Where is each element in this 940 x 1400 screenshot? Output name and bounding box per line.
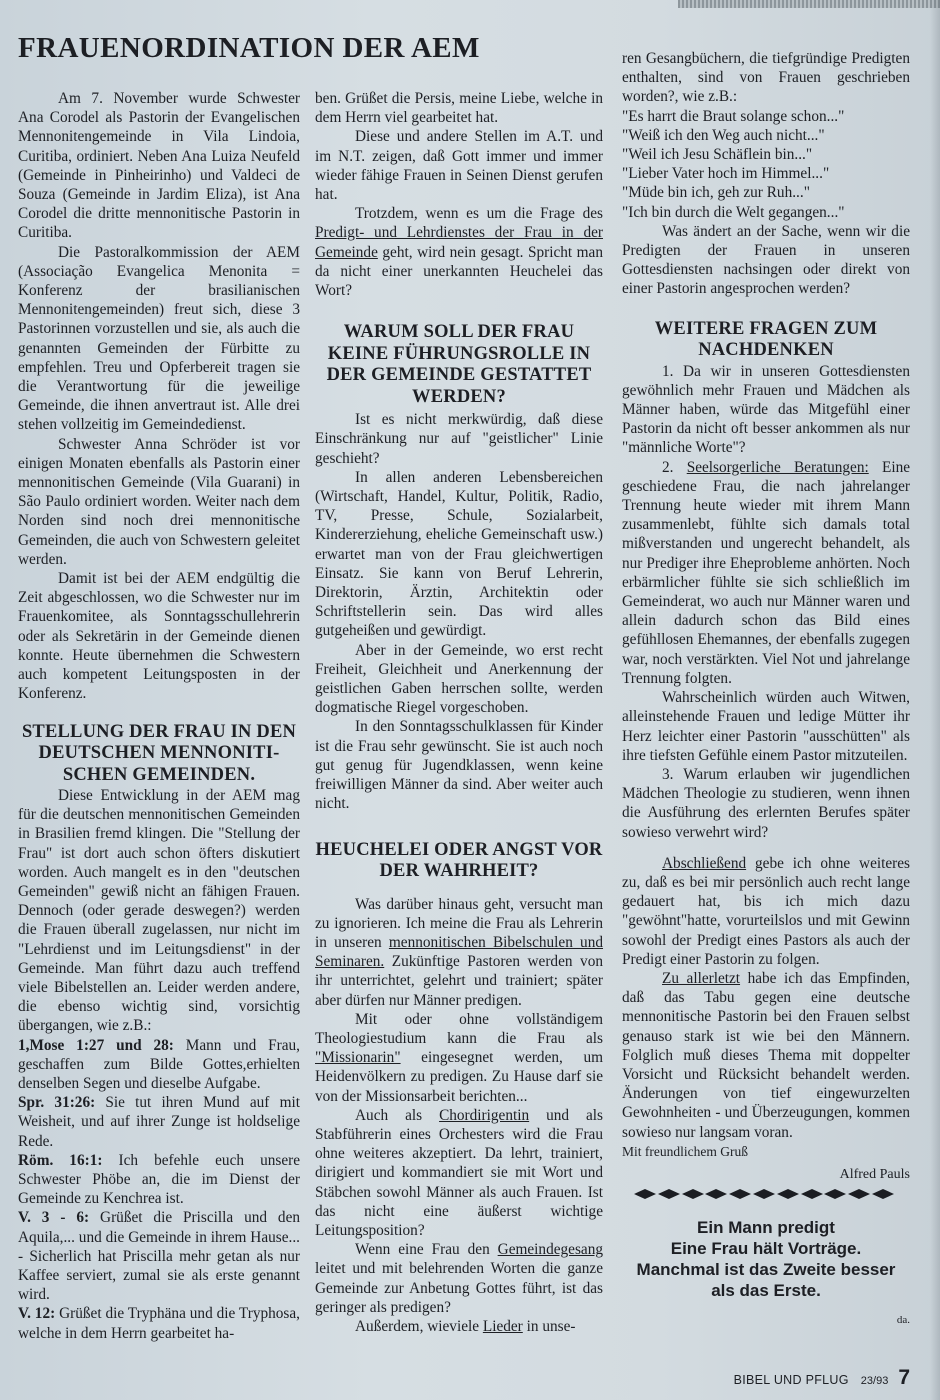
column-1 [18,89,300,1343]
section-heading: WEITERE FRAGEN ZUM NACHDENKEN [654,318,878,361]
paragraph: Diese Entwicklung in der AEM mag für die deutschen mennonitischen Gemeinden in Brasilien fremd klingen. Die "Stellung der Frau" ist dort auch schon öfters diskutiert worden. Auch mangelt es in den "deutschen Gemeinden" gewiß nicht an fähigen Frauen. Dennoch (oder gerade deswegen?) werden die Frauen überall zugelassen, nur nicht im "Lehrdienst und im Leitungsdienst" in der Gemeinde. Man führt dazu auch treffend viele Bibelstellen an. Leider werden andere, die ebenso wichtig sind, vorsichtig übergangen, wie z.B.: [18,787,300,1035]
hymn-quote: "Weil ich Jesu Schäflein bin..." [622,146,813,164]
author-signature: Alfred Pauls [839,1166,910,1182]
closing-poem [622,1217,910,1301]
paragraph: Aber in der Gemeinde, wo erst recht Freiheit, Gleichheit und Anerkennung der geistlichen Gaben herrschen sollte, werden dogmatische Riegel vorgeschoben. [315,641,603,717]
corner-bar [678,0,940,8]
paragraph: Die Pastoralkommission der AEM (Associação Evangelica Menonita = Konferenz der brasilianischen Mennonitengemeinden) freut sich, diese 3 Pastorinnen vorzustellen und sie, als auch die genannten Gemeinden der Fürbitte zu empfehlen. Treu und Opferbereit tragen sie die Verantwortung für die jeweilige Gemeinde, die ihnen anvertraut ist. Alle drei stehen vollzeitig im Gemeindedienst. [18,243,300,434]
poem-line: als das Erste. [711,1281,821,1301]
issue-number: 23/93 [860,1375,889,1387]
paragraph: Was ändert an der Sache, wenn wir die Predigten der Frauen in unseren Gottesdiensten nachsingen oder direkt von einer Pastorin angesprochen werden? [622,222,910,298]
magazine-name: BIBEL UND PFLUG [733,1373,849,1387]
diamond-ornament [848,1194,870,1199]
section-heading: HEUCHELEI ODER ANGST VOR DER WAHRHEIT? [315,839,603,881]
poem-line: Eine Frau hält Vorträge. [670,1239,862,1259]
paragraph: Diese und andere Stellen im A.T. und im N.T. zeigen, daß Gott immer und immer wieder fähige Frauen in Seinen Dienst gerufen hat. [315,128,603,204]
section-heading: STELLUNG DER FRAU IN DEN DEUTSCHEN MENNONITI-SCHEN GEMEINDEN. [21,721,297,785]
section-heading: WARUM SOLL DER FRAU KEINE FÜHRUNGSROLLE IN DER GEMEINDE GESTATTET WERDEN? [326,322,592,407]
bible-reference: 1,Mose 1:27 und 28: Mann und Frau, geschaffen zum Bilde Gottes,erhielten denselben Segen und dieselbe Aufgabe. [18,1036,300,1093]
paragraph: Wahrscheinlich würden auch Witwen, alleinstehende Frauen und ledige Mütter ihr Herz leichter einer Pastorin "ausschütten" als ihre tiefsten Gefühle einem Pastor mitzuteilen. [622,689,910,764]
paragraph: Zu allerletzt habe ich das Empfinden, daß das Tabu gegen eine deutsche mennonitische Pastorin bei den Frauen selbst genauso stark ist wie bei den Männern. Folglich muß dieses Thema mit doppelter Vorsicht und Rücksicht behandelt werden. Änderungen von tief eingewurzelten Gewohnheiten - und Überzeugungen, kommen sowieso nur langsam voran. [622,969,910,1141]
paragraph: Mit oder ohne vollständigem Theologiestudium kann die Frau als "Missionarin" eingesegnet werden, um Heidenvölkern zu predigen. Zu Hause darf sie von der Missionsarbeit berichten... [315,1010,603,1105]
hymn-quote: "Weiß ich den Weg auch nicht..." [622,126,825,144]
paragraph: ben. Grüßet die Persis, meine Liebe, welche in dem Herrn viel gearbeitet hat. [315,90,603,127]
diamond-ornament [729,1194,751,1199]
paragraph: Damit ist bei der AEM endgültig die Zeit abgeschlossen, wo die Schwester nur im Frauenkomitee, als Sonntagsschullehrerin oder als Sekretärin in der Gemeinde dienen konnte. Heute übernehmen die Schwestern auch kompetent Leitungsposten in der Konferenz. [18,570,300,703]
paragraph: ren Gesangbüchern, die tiefgründige Predigten enthalten, sind von Frauen geschrieben worden?, wie z.B.: [622,50,910,106]
page-edge-shadow [930,0,940,1400]
paragraph: Abschließend gebe ich ohne weiteres zu, daß es bei mir persönlich auch recht lange gedauert hat, bis ich mich dazu "gewöhnt"hatte, vorurteilslos und mit Gewinn sowohl der Predigt eines Pastors als auch der Predigt einer Pastorin zu folgen. [622,854,910,968]
column-3 [622,49,910,1330]
article-title: FRAUENORDINATION DER AEM [18,32,480,64]
hymn-quote: "Ich bin durch die Welt gegangen..." [622,203,845,221]
greeting: Mit freundlichem Gruß [622,1143,748,1159]
page-footer [734,1366,910,1390]
paragraph: Trotzdem, wenn es um die Frage des Predigt- und Lehrdienstes der Frau in der Gemeinde geht, wird nein gesagt. Spricht man da nicht einer unerkannten Heuchelei das Wort? [315,205,603,300]
diamond-ornament [634,1194,656,1199]
bible-reference: Spr. 31:26: Sie tut ihren Mund auf mit Weisheit, und auf ihrer Zunge ist holdselige Rede. [18,1094,300,1150]
hymn-quote: "Müde bin ich, geh zur Ruh..." [622,184,810,202]
column-2 [315,89,603,1336]
hymn-quote: "Lieber Vater hoch im Himmel..." [622,165,830,183]
paragraph: 1. Da wir in unseren Gottesdiensten gewöhnlich mehr Frauen und Mädchen als Männer haben, würde das Mitgefühl einer Pastorin da nicht oft besser ankommen als nur "männliche Worte"? [622,362,910,457]
ornament-divider [634,1194,894,1199]
paragraph: Was darüber hinaus geht, versucht man zu ignorieren. Ich meine die Frau als Lehrerin in unseren mennonitischen Bibelschulen und Seminaren. Zukünftige Pastoren werden von ihr unterrichtet, gelehrt und trainiert; später aber dürfen nur Männer predigen. [315,895,604,1009]
paragraph: Schwester Anna Schröder ist vor einigen Monaten ebenfalls als Pastorin einer mennonitischen Gemeinde (Vila Guarani) in São Paulo ordiniert worden. Weiter nach dem Norden sind noch drei mennonitische Gemeinden, die auch von Schwestern geleitet werden. [18,435,300,568]
diamond-ornament [658,1194,680,1199]
paragraph: 2. Seelsorgerliche Beratungen: Eine geschiedene Frau, die nach jahrelanger Trennung heute wieder mit ihrem Mann zusammenlebt, fühlte sich damals total mißverstanden und ungerecht behandelt, als nur Prediger ihre Eheprobleme anhörten. Noch erbärmlicher fühlte sie sich schließlich im Gemeinderat, wo auch nur Männer waren und allein dadurch schon das Bild eines gefühllosen Ehemannes, der ebenfalls zugegen war, noch verstärkten. Viel Not und jahrelange Trennung folgten. [622,458,911,687]
diamond-ornament [824,1194,846,1199]
paragraph: Wenn eine Frau den Gemeindegesang leitet und mit belehrenden Worten die ganze Gemeinde zur Anbetung Gottes führt, ist das geringer als predigen? [315,1241,603,1316]
bible-reference: V. 12: Grüßet die Tryphäna und die Tryphosa, welche in dem Herrn gearbeitet ha- [18,1305,300,1342]
paragraph: 3. Warum erlauben wir jugendlichen Mädchen Theologie zu studieren, wenn ihnen die Ausführung des erlernten Berufes später sowieso verwehrt wird? [622,765,910,841]
paragraph: Auch als Chordirigentin und als Stabführerin eines Orchesters wird die Frau ohne weiteres akzeptiert. Da lehrt, trainiert, dirigiert und kommandiert sie mit Wort und Stäbchen sowohl Männer als auch Frauen. Ist das nicht eine äußerst wichtige Leitungsposition? [315,1106,604,1239]
page-number: 7 [898,1366,910,1389]
paragraph: Außerdem, wieviele Lieder in unse- [355,1317,576,1335]
paragraph: Ist es nicht merkwürdig, daß diese Einschränkung nur auf "geistlicher" Linie geschieht? [315,411,603,467]
poem-line: Ein Mann predigt [697,1218,835,1238]
diamond-ornament [801,1194,823,1199]
paragraph: In den Sonntagsschulklassen für Kinder ist die Frau sehr gewünscht. Sie ist auch noch gut genug für Jugendklassen, wenn keine freiwilligen Männer da sind. Aber weiter auch nicht. [315,718,603,813]
poem-line: Manchmal ist das Zweite besser [636,1260,896,1280]
bible-reference: V. 3 - 6: Grüßet die Priscilla und den Aquila,... und die Gemeinde in ihrem Hause... - Sicherlich hat Priscilla mehr getan als nur Kaffee serviert, zumal sie als erste genannt wird. [18,1209,301,1304]
paragraph: Am 7. November wurde Schwester Ana Corodel als Pastorin der Evangelischen Mennonitengemeinde in Vila Lindoia, Curitiba, ordiniert. Neben Ana Luiza Neufeld (Gemeinde in Pinheirinho) und Valdeci de Souza (Gemeinde in Jardim Eliza), ist Ana Corodel die dritte mennonitische Pastorin in Curitiba. [18,90,300,242]
diamond-ornament [872,1194,894,1199]
bible-reference: Röm. 16:1: Ich befehle euch unsere Schwester Phöbe an, die im Dienst der Gemeinde zu Kenchrea ist. [18,1151,300,1208]
paragraph: In allen anderen Lebensbereichen (Wirtschaft, Handel, Kultur, Politik, Radio, TV, Presse, Schule, Sozialarbeit, Kindererziehung, eheliche Gemeinschaft usw.) erwartet man von der Frau gleichwertigen Einsatz. Sie kann von Beruf Lehrerin, Direktorin, Ärztin, Architektin oder Schriftstellerin sein. Das wird alles gutgeheißen und gewürdigt. [315,468,603,640]
hymn-quote: "Es harrt die Braut solange schon..." [622,107,845,125]
poem-signature: da. [896,1314,910,1327]
diamond-ornament [753,1194,775,1199]
diamond-ornament [705,1194,727,1199]
diamond-ornament [777,1194,799,1199]
diamond-ornament [682,1194,704,1199]
